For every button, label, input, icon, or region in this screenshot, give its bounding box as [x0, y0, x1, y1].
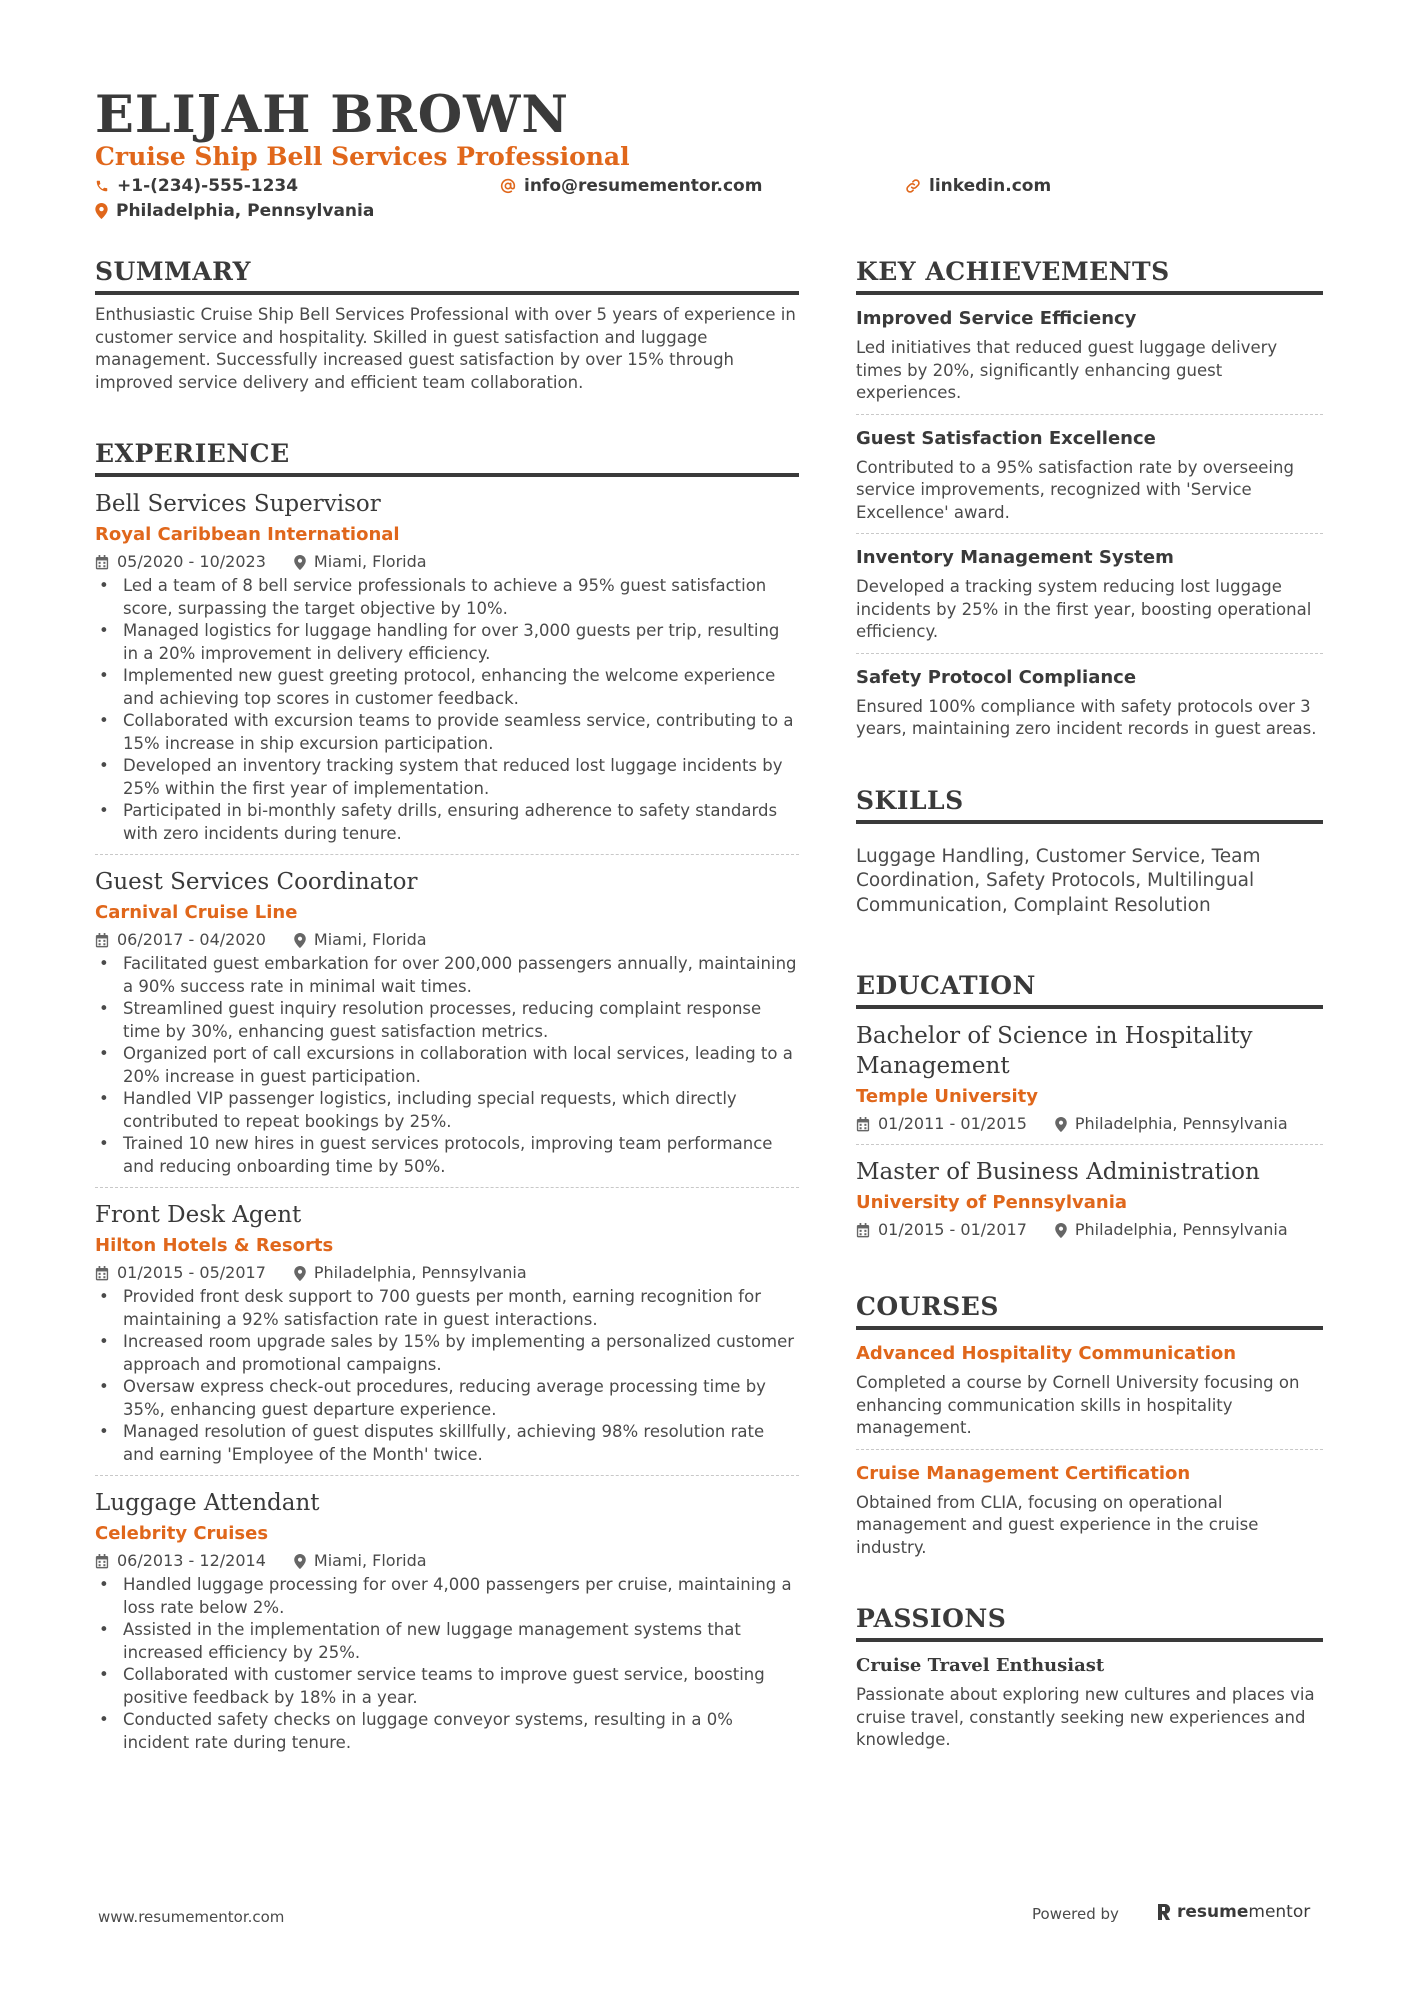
job-entry: [95, 1488, 799, 1754]
job-dates: 05/2020 - 10/2023: [117, 552, 266, 571]
job-bullet: • Provided front desk support to 700 guests per month, earning recognition for maintaining a 92% satisfaction rate in guest interactions.: [95, 1286, 799, 1331]
job-bullet: • Assisted in the implementation of new luggage management systems that increased efficiency by 25%.: [95, 1619, 799, 1664]
experience-heading: EXPERIENCE: [95, 438, 799, 477]
education-location: Philadelphia, Pennsylvania: [1074, 1220, 1288, 1239]
job-location: Philadelphia, Pennsylvania: [313, 1263, 527, 1282]
calendar-icon: [95, 933, 109, 948]
experience-section: [95, 438, 799, 1754]
achievement-text: Developed a tracking system reducing lost luggage incidents by 25% in the first year, boosting operational efficiency.: [856, 577, 1312, 641]
skills-text: Luggage Handling, Customer Service, Team Coordination, Safety Protocols, Multilingual Communication, Complaint Resolution: [856, 845, 1261, 916]
location-pin-icon: [1055, 1223, 1067, 1238]
job-title: Bell Services Supervisor: [95, 491, 381, 517]
achievement-title: Guest Satisfaction Excellence: [856, 427, 1156, 449]
job-bullets: [95, 1574, 799, 1754]
contact-phone[interactable]: [95, 175, 298, 197]
divider: [856, 1449, 1323, 1450]
location-pin-icon: [294, 555, 306, 570]
achievement-item: [856, 427, 1323, 535]
education-item: [856, 1157, 1323, 1241]
education-location: Philadelphia, Pennsylvania: [1074, 1114, 1288, 1133]
job-entry: [95, 489, 799, 855]
calendar-icon: [95, 1266, 109, 1281]
location-text: Philadelphia, Pennsylvania: [116, 201, 375, 221]
contact-email[interactable]: [500, 175, 762, 197]
job-bullets: [95, 575, 799, 845]
education-dates: 01/2011 - 01/2015: [878, 1114, 1027, 1133]
passion-title: Cruise Travel Enthusiast: [856, 1655, 1105, 1676]
phone-text: +1-(234)-555-1234: [117, 176, 299, 196]
job-meta: [95, 551, 799, 573]
location-pin-icon: [95, 203, 108, 219]
course-title: Cruise Management Certification: [856, 1462, 1191, 1484]
job-entry: [95, 867, 799, 1188]
job-entry: [95, 1200, 799, 1476]
job-bullet: • Participated in bi-monthly safety drills, ensuring adherence to safety standards with zero incidents during tenure.: [95, 800, 799, 845]
achievement-title: Safety Protocol Compliance: [856, 666, 1137, 688]
job-bullet: • Oversaw express check-out procedures, reducing average processing time by 35%, enhancing guest departure experience.: [95, 1376, 799, 1421]
contact-location: [95, 200, 374, 222]
linkedin-text: linkedin.com: [929, 176, 1052, 196]
achievement-text: Contributed to a 95% satisfaction rate by overseeing service improvements, recognized with 'Service Excellence' award.: [856, 457, 1294, 522]
passion-text: Passionate about exploring new cultures and places via cruise travel, constantly seeking new experiences and knowledge.: [856, 1685, 1315, 1749]
job-bullet: • Conducted safety checks on luggage conveyor systems, resulting in a 0% incident rate during tenure.: [95, 1709, 799, 1754]
job-bullets: [95, 953, 799, 1178]
location-pin-icon: [1055, 1117, 1067, 1132]
achievements-section: [856, 256, 1323, 741]
job-location: Miami, Florida: [313, 930, 427, 949]
passions-section: [856, 1603, 1323, 1752]
left-column: [95, 256, 799, 1754]
brand-bold: resume: [1177, 1902, 1249, 1922]
job-bullet: • Implemented new guest greeting protocol, enhancing the welcome experience and achieving top scores in customer feedback.: [95, 665, 799, 710]
job-title: Luggage Attendant: [95, 1490, 320, 1516]
summary-text: Enthusiastic Cruise Ship Bell Services Professional with over 5 years of experience in customer service and hospitality. Skilled in guest satisfaction and luggage management. Successfully increased guest satisfaction by over 15% through improved service delivery and efficient team collaboration.: [95, 305, 796, 392]
footer-website[interactable]: www.resumementor.com: [98, 1908, 285, 1926]
skills-heading: SKILLS: [856, 785, 1323, 824]
education-degree: Bachelor of Science in Hospitality Management: [856, 1023, 1253, 1079]
education-meta: [856, 1219, 1323, 1241]
calendar-icon: [95, 555, 109, 570]
education-item: [856, 1021, 1323, 1145]
job-bullet: • Developed an inventory tracking system that reduced lost luggage incidents by 25% within the first year of implementation.: [95, 755, 799, 800]
job-dates: 01/2015 - 05/2017: [117, 1263, 266, 1282]
achievements-heading: KEY ACHIEVEMENTS: [856, 256, 1323, 295]
job-company: Celebrity Cruises: [95, 1523, 269, 1544]
job-company: Hilton Hotels & Resorts: [95, 1235, 334, 1256]
brand-light: mentor: [1248, 1902, 1311, 1922]
job-location: Miami, Florida: [313, 1551, 427, 1570]
candidate-name: ELIJAH BROWN: [95, 85, 570, 145]
calendar-icon: [95, 1554, 109, 1569]
passion-item: [856, 1654, 1323, 1752]
job-dates: 06/2017 - 04/2020: [117, 930, 266, 949]
passions-heading: PASSIONS: [856, 1603, 1323, 1642]
course-title: Advanced Hospitality Communication: [856, 1343, 1237, 1364]
calendar-icon: [856, 1117, 870, 1132]
job-title: Guest Services Coordinator: [95, 869, 418, 895]
link-icon: [905, 178, 921, 194]
location-pin-icon: [294, 1554, 306, 1569]
job-bullet: • Led a team of 8 bell service professionals to achieve a 95% guest satisfaction score, surpassing the target objective by 10%.: [95, 575, 799, 620]
job-title: Front Desk Agent: [95, 1202, 302, 1228]
divider: [856, 653, 1323, 654]
calendar-icon: [856, 1223, 870, 1238]
job-bullet: • Streamlined guest inquiry resolution processes, reducing complaint response time by 30%, enhancing guest satisfaction metrics.: [95, 998, 799, 1043]
achievement-item: [856, 546, 1323, 654]
achievement-text: Ensured 100% compliance with safety protocols over 3 years, maintaining zero incident records in guest areas.: [856, 696, 1317, 738]
footer-brand-logo[interactable]: [1156, 1902, 1310, 1922]
job-company: Royal Caribbean International: [95, 524, 400, 545]
divider: [856, 414, 1323, 415]
course-item: [856, 1342, 1323, 1450]
divider: [95, 1187, 799, 1188]
job-bullet: • Handled luggage processing for over 4,000 passengers per cruise, maintaining a loss rate below 2%.: [95, 1574, 799, 1619]
job-bullet: • Managed logistics for luggage handling for over 3,000 guests per trip, resulting in a 20% improvement in delivery efficiency.: [95, 620, 799, 665]
job-bullet: • Collaborated with customer service teams to improve guest service, boosting positive feedback by 18% in a year.: [95, 1664, 799, 1709]
education-school: University of Pennsylvania: [856, 1192, 1128, 1213]
job-bullets: [95, 1286, 799, 1466]
phone-icon: [95, 179, 109, 193]
job-bullet: • Facilitated guest embarkation for over 200,000 passengers annually, maintaining a 90% success rate in minimal wait times.: [95, 953, 799, 998]
divider: [95, 854, 799, 855]
at-sign-icon: [500, 178, 516, 194]
courses-section: [856, 1291, 1323, 1559]
job-meta: [95, 929, 799, 951]
achievement-text: Led initiatives that reduced guest luggage delivery times by 20%, significantly enhancing guest experiences.: [856, 338, 1278, 402]
right-column: [856, 256, 1323, 1752]
course-item: [856, 1462, 1323, 1560]
resumementor-logo-icon: [1156, 1902, 1172, 1922]
divider: [856, 1144, 1323, 1145]
divider: [95, 1475, 799, 1476]
location-pin-icon: [294, 1266, 306, 1281]
job-meta: [95, 1262, 799, 1284]
skills-section: [856, 785, 1323, 919]
achievement-title: Inventory Management System: [856, 547, 1174, 568]
education-section: [856, 970, 1323, 1241]
education-heading: EDUCATION: [856, 970, 1323, 1009]
job-meta: [95, 1550, 799, 1572]
achievement-item: [856, 307, 1323, 415]
contact-linkedin[interactable]: [905, 175, 1051, 197]
summary-section: [95, 256, 799, 394]
course-text: Obtained from CLIA, focusing on operational management and guest experience in the cruise industry.: [856, 1492, 1259, 1557]
course-text: Completed a course by Cornell University focusing on enhancing communication skills in hospitality management.: [856, 1373, 1300, 1437]
job-bullet: • Collaborated with excursion teams to provide seamless service, contributing to a 15% increase in ship excursion participation.: [95, 710, 799, 755]
footer-powered-by: Powered by: [1032, 1905, 1119, 1923]
job-dates: 06/2013 - 12/2014: [117, 1551, 266, 1570]
job-bullet: • Handled VIP passenger logistics, including special requests, which directly contributed to repeat bookings by 25%.: [95, 1088, 799, 1133]
education-dates: 01/2015 - 01/2017: [878, 1220, 1027, 1239]
job-bullet: • Increased room upgrade sales by 15% by implementing a personalized customer approach and promotional campaigns.: [95, 1331, 799, 1376]
candidate-role: Cruise Ship Bell Services Professional: [95, 142, 630, 171]
job-bullet: • Organized port of call excursions in collaboration with local services, leading to a 20% increase in guest participation.: [95, 1043, 799, 1088]
job-bullet: • Managed resolution of guest disputes skillfully, achieving 98% resolution rate and earning 'Employee of the Month' twice.: [95, 1421, 799, 1466]
achievement-item: [856, 666, 1323, 741]
job-bullet: • Trained 10 new hires in guest services protocols, improving team performance and reducing onboarding time by 50%.: [95, 1133, 799, 1178]
divider: [856, 533, 1323, 534]
location-pin-icon: [294, 933, 306, 948]
email-text: info@resumementor.com: [524, 176, 763, 196]
education-degree: Master of Business Administration: [856, 1159, 1260, 1185]
achievement-title: Improved Service Efficiency: [856, 308, 1137, 329]
education-school: Temple University: [856, 1086, 1039, 1107]
job-company: Carnival Cruise Line: [95, 902, 298, 923]
job-location: Miami, Florida: [313, 552, 427, 571]
courses-heading: COURSES: [856, 1291, 1323, 1330]
summary-heading: SUMMARY: [95, 256, 799, 295]
education-meta: [856, 1113, 1323, 1135]
